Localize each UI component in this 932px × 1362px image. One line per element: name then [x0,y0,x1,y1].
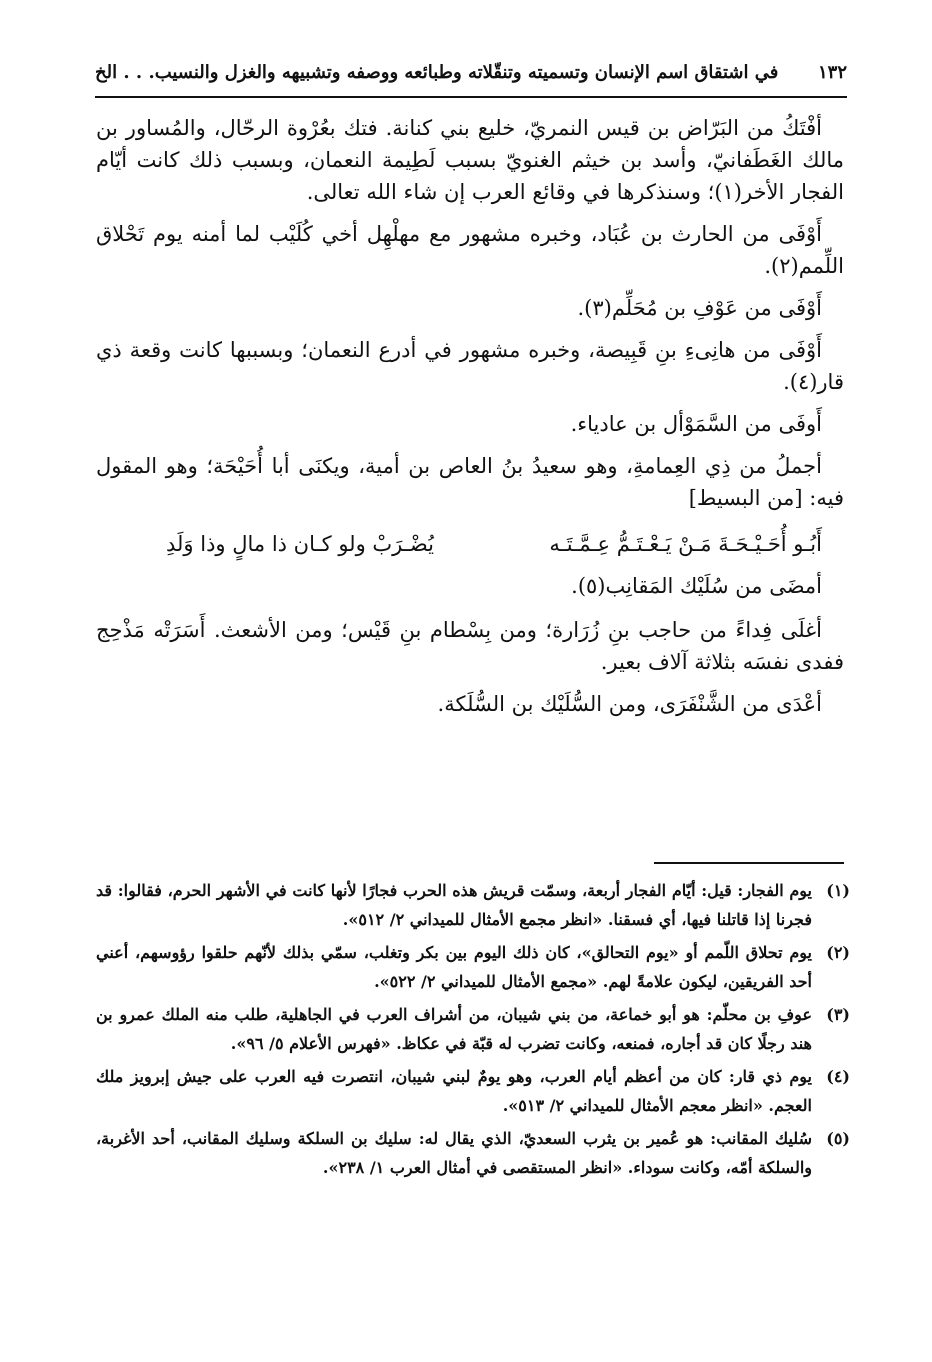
paragraph: أجملُ من ذِي العِمامةِ، وهو سعيدُ بنُ العاص بن أمية، ويكنَى أبا أُحَيْحَة؛ وهو المقول فيه: [من البسيط] [96,454,844,510]
paragraph: أعْدَى من الشَّنْفَرَى، ومن السُّلَيْك بن السُّلَكة. [437,692,822,716]
footnote-number: (١) [826,881,850,900]
paragraph: أَوْفَى من عَوْفِ بن مُحَلِّم(٣). [577,296,822,320]
footnote [96,876,850,934]
paragraph: أفْتَكُ من البَرّاض بن قيس النمريّ، خليع بني كنانة. فتك بعُرْوة الرحّال، والمُساور بن مالك الغَطَفانيّ، وأسد بن خيثم الغنويّ بسبب لَطِيمة النعمان، وبسبب ذلك كانت أيّام الفجار الأخر(١)؛ وسنذكرها في وقائع العرب إن شاء الله تعالى. [96,116,844,204]
footnote-number: (٣) [826,1005,850,1024]
paragraph: أغلَى فِداءً من حاجب بنِ زُرَارة؛ ومن بِسْطام بنِ قَيْس؛ ومن الأشعث. أَسَرَتْه مَذْحِج ففدى نفسَه بثلاثة آلاف بعير. [96,618,844,674]
footnote-text: يوم ذي قار: كان من أعظم أيام العرب، وهو يومٌ لبني شيبان، انتصرت فيه العرب على جيش إبرويز ملك العجم. «انظر معجم الأمثال للميداني ٢/ ٥١٣». [96,1067,812,1115]
paragraph: أَوفَى من السَّمَوْأل بن عادياء. [570,412,822,436]
verse-hemistich-first: أَبُـو أُحَـيْـحَـةَ مَـنْ يَـعْـتَـمُّ عِـمَّـتَـه [549,532,822,556]
footnote-number: (٢) [826,943,850,962]
paragraph: أَوْفَى من الحارث بن عُبَاد، وخبره مشهور مع مهلْهِل أخي كُلَيْب لما أمنه يوم تَحْلاق اللِّمم(٢). [96,222,844,278]
running-title: في اشتقاق اسم الإنسان وتسميته وتنقّلاته وطبائعه ووصفه وتشبيهه والغزل والنسيب. . . الخ [95,61,779,83]
footnote-number: (٥) [826,1129,850,1148]
footnote [96,938,850,996]
main-text [96,112,844,730]
verse-hemistich-second: يُضْـرَبْ ولو كـان ذا مالٍ وذا وَلَدِ [166,532,434,556]
footnote [96,1000,850,1058]
footnote-text: يوم الفجار: قيل: أيّام الفجار أربعة، وسمّت قريش هذه الحرب فجارًا لأنها كانت في الأشهر الحرم، فقالوا: قد فجرنا إذا قاتلنا فيها، أي فسقنا. «انظر مجمع الأمثال للميداني ٢/ ٥١٢». [96,881,813,929]
footnote-separator [654,862,844,864]
footnote-text: عوفِ بن محلّم: هو أبو خماعة، من بني شيبان، من أشراف العرب في الجاهلية، طلب منه الملك عمرو بن هند رجلًا كان قد أجاره، فمنعه، وكانت تضرب له قبّة في عكاظ. «فهرس الأعلام ٥/ ٩٦». [96,1005,812,1053]
footnote [96,1062,850,1120]
paragraph: أمضَى من سُلَيْك المَقانِب(٥). [571,574,822,598]
page-number: ١٣٢ [817,61,847,83]
page-header [95,52,847,92]
footnote-text: يوم تحلاق اللّمم أو «يوم التحالق»، كان ذلك اليوم بين بكر وتغلب، سمّي بذلك لأنّهم حلقوا رؤوسهم، أعني أحد الفريقين، ليكون علامةً لهم. «مجمع الأمثال للميداني ٢/ ٥٢٢». [96,943,813,991]
footnote-text: سُليك المقانب: هو عُمير بن يثرب السعديّ، الذي يقال له: سليك بن السلكة وسليك المقانب، أحد الأغربة، والسلكة أمّه، وكانت سوداء. «انظر المستقصى في أمثال العرب ١/ ٢٣٨». [96,1129,812,1177]
footnotes [96,876,850,1186]
footnote [96,1124,850,1182]
poem-verse [166,528,822,560]
paragraph: أَوْفَى من هانِىءِ بنِ قَبِيصة، وخبره مشهور في أدرع النعمان؛ وبسببها كانت وقعة ذي قار(٤). [96,338,844,394]
header-rule [95,96,847,98]
footnote-number: (٤) [826,1067,850,1086]
